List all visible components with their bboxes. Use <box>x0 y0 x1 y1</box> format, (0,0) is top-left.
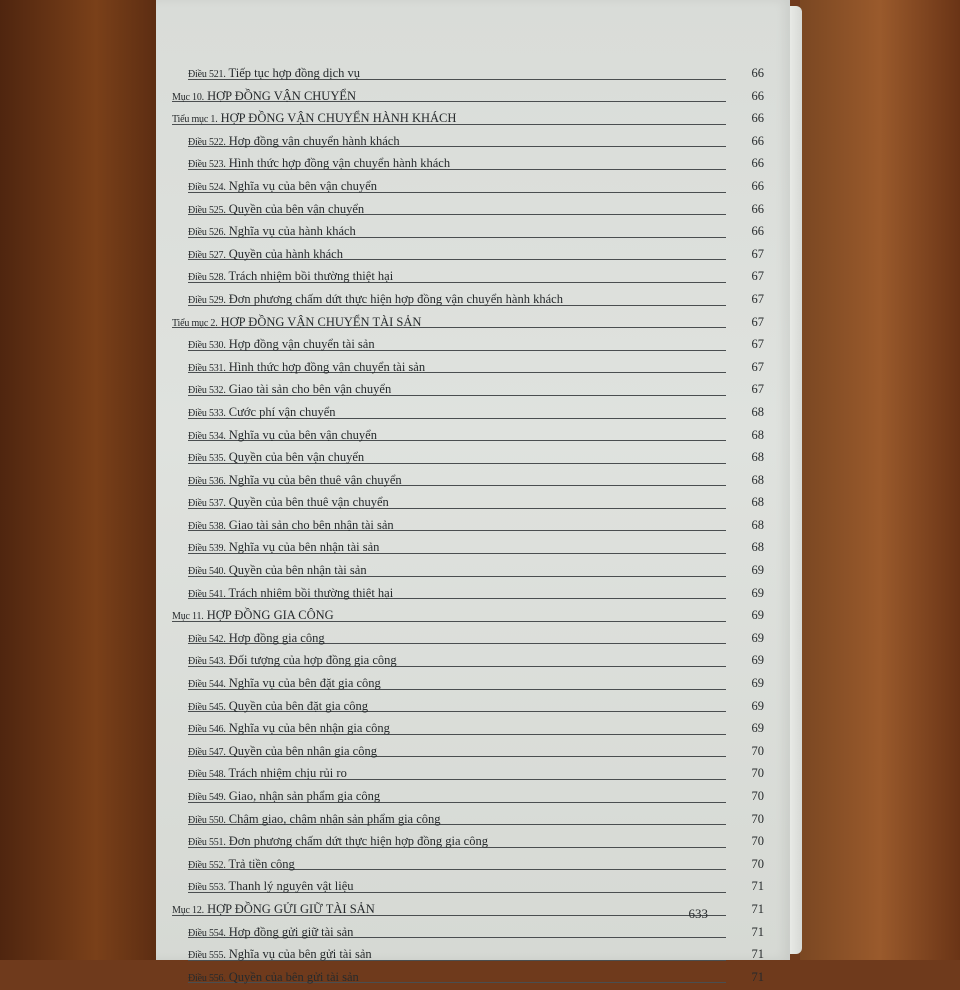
toc-entry-prefix: Điều 527. <box>188 249 226 261</box>
toc-article-row <box>172 243 764 266</box>
toc-entry-text <box>188 265 393 290</box>
toc-entry-prefix: Điều 546. <box>188 724 226 736</box>
toc-entry-title: Trách nhiệm bồi thường thiệt hại <box>228 585 394 600</box>
toc-section-row <box>172 85 764 108</box>
toc-article-row <box>172 62 764 85</box>
toc-section-row <box>172 107 764 130</box>
toc-entry-title: Quyền của hành khách <box>228 246 343 261</box>
toc-article-row <box>172 875 764 898</box>
toc-page-number: 69 <box>751 676 764 691</box>
toc-page-number: 68 <box>751 404 764 419</box>
toc-page-number: 70 <box>751 766 764 781</box>
toc-page-number: 71 <box>751 947 764 962</box>
toc-page-number: 66 <box>751 178 764 193</box>
toc-page-number: 70 <box>751 743 764 758</box>
toc-entry-text <box>188 672 381 697</box>
toc-entry-title: Nghĩa vụ của bên thuê vận chuyển <box>228 472 402 487</box>
toc-entry-title: Thanh lý nguyên vật liệu <box>228 879 354 894</box>
toc-page-number: 69 <box>751 721 764 736</box>
toc-page-number: 68 <box>751 540 764 555</box>
toc-entry-text <box>188 130 400 155</box>
toc-entry-prefix: Điều 552. <box>188 859 226 871</box>
toc-entry-text <box>188 220 356 245</box>
toc-page-number: 69 <box>751 698 764 713</box>
toc-article-row <box>172 220 764 243</box>
toc-article-row <box>172 762 764 785</box>
toc-entry-text <box>188 378 391 403</box>
toc-entry-text <box>188 62 360 87</box>
toc-article-row <box>172 446 764 469</box>
toc-entry-title: Đơn phương chấm dứt thực hiện hợp đồng vận chuyển hành khách <box>228 291 563 306</box>
toc-page-number: 69 <box>751 563 764 578</box>
toc-article-row <box>172 627 764 650</box>
toc-entry-prefix: Điều 551. <box>188 837 226 849</box>
toc-entry-prefix: Mục 12. <box>172 904 204 916</box>
toc-entry-prefix: Điều 548. <box>188 769 226 781</box>
toc-entry-title: Quyền của bên gửi tài sản <box>228 969 359 984</box>
page-number: 633 <box>688 906 708 921</box>
toc-article-row <box>172 853 764 876</box>
toc-page-number: 68 <box>751 427 764 442</box>
book-page <box>156 0 790 984</box>
toc-entry-prefix: Điều 537. <box>188 498 226 510</box>
toc-page-number: 69 <box>751 630 764 645</box>
toc-article-row <box>172 582 764 605</box>
toc-entry-text <box>188 966 359 990</box>
toc-entry-text <box>188 785 380 810</box>
toc-article-row <box>172 785 764 808</box>
toc-entry-text <box>188 740 377 765</box>
toc-entry-text <box>188 333 375 358</box>
toc-entry-title: Trách nhiệm chịu rủi ro <box>228 766 347 781</box>
toc-page-number: 67 <box>751 246 764 261</box>
toc-entry-prefix: Điều 535. <box>188 453 226 465</box>
toc-page-number: 70 <box>751 789 764 803</box>
toc-page-number: 66 <box>751 156 764 171</box>
toc-entry-prefix: Điều 536. <box>188 475 226 487</box>
toc-entry-prefix: Điều 521. <box>188 69 226 80</box>
toc-page-number: 68 <box>751 517 764 532</box>
toc-entry-prefix: Điều 541. <box>188 588 226 600</box>
toc-page-number: 69 <box>751 585 764 600</box>
toc-page-number: 67 <box>751 291 764 306</box>
toc-entry-prefix: Điều 532. <box>188 385 226 397</box>
toc-entry-title: Hợp đồng gia công <box>228 630 325 645</box>
toc-entry-text <box>188 582 393 607</box>
toc-entry-prefix: Điều 542. <box>188 633 226 645</box>
toc-page-number: 67 <box>751 314 764 329</box>
toc-entry-text <box>188 943 372 968</box>
toc-page-number: 68 <box>751 472 764 487</box>
toc-entry-title: Trả tiền công <box>228 856 295 871</box>
toc-entry-title: Nghĩa vụ của bên đặt gia công <box>228 676 381 691</box>
toc-entry-title: Quyền của bên thuê vận chuyển <box>228 495 389 510</box>
toc-entry-prefix: Điều 528. <box>188 272 226 284</box>
toc-article-row <box>172 356 764 379</box>
toc-page-number: 66 <box>751 111 764 126</box>
toc-entry-title: Nghĩa vụ của bên nhận gia công <box>228 721 390 736</box>
toc-article-row <box>172 401 764 424</box>
toc-page-number: 68 <box>751 450 764 465</box>
toc-entry-title: Trách nhiệm bồi thường thiệt hại <box>228 269 394 284</box>
table-of-contents <box>172 62 764 988</box>
toc-article-row <box>172 469 764 492</box>
toc-entry-text <box>188 695 368 720</box>
toc-article-row <box>172 695 764 718</box>
toc-entry-title: Nghĩa vụ của bên vận chuyển <box>228 427 377 442</box>
toc-entry-title: HỢP ĐỒNG VẬN CHUYỂN <box>207 88 357 103</box>
toc-entry-prefix: Điều 556. <box>188 972 226 984</box>
toc-entry-text <box>188 875 354 900</box>
toc-article-row <box>172 378 764 401</box>
toc-entry-title: Hợp đồng gửi giữ tài sản <box>228 924 354 939</box>
toc-page-number: 70 <box>751 856 764 871</box>
toc-article-row <box>172 649 764 672</box>
toc-page-number: 70 <box>751 834 764 849</box>
toc-entry-text <box>172 898 375 923</box>
toc-entry-text <box>188 152 450 177</box>
toc-article-row <box>172 740 764 763</box>
toc-page-number: 67 <box>751 269 764 284</box>
toc-entry-prefix: Điều 525. <box>188 204 226 216</box>
toc-entry-prefix: Điều 523. <box>188 159 226 171</box>
toc-entry-text <box>188 424 377 449</box>
toc-page-number: 70 <box>751 811 764 826</box>
toc-article-row <box>172 130 764 153</box>
toc-entry-title: HỢP ĐỒNG VẬN CHUYỂN TÀI SẢN <box>220 314 422 329</box>
toc-entry-prefix: Tiểu mục 2. <box>172 317 218 329</box>
toc-entry-title: Nghĩa vụ của bên vận chuyển <box>228 178 377 193</box>
toc-entry-title: HỢP ĐỒNG VẬN CHUYỂN HÀNH KHÁCH <box>220 111 457 126</box>
toc-entry-text <box>188 243 343 268</box>
toc-entry-title: Giao, nhận sản phẩm gia công <box>228 789 381 803</box>
toc-entry-prefix: Điều 540. <box>188 566 226 578</box>
toc-article-row <box>172 333 764 356</box>
toc-page-number: 66 <box>751 224 764 239</box>
toc-page-number: 71 <box>751 901 764 916</box>
toc-entry-title: Quyền của bên vận chuyển <box>228 450 365 465</box>
toc-entry-title: HỢP ĐỒNG GIA CÔNG <box>206 608 334 623</box>
toc-entry-prefix: Tiểu mục 1. <box>172 114 218 126</box>
toc-entry-text <box>188 288 563 313</box>
toc-article-row <box>172 830 764 853</box>
toc-entry-text <box>172 604 334 629</box>
toc-entry-title: Hình thức hợp đồng vận chuyển tài sản <box>228 359 426 374</box>
toc-entry-text <box>172 311 421 336</box>
background-right <box>800 0 960 960</box>
toc-article-row <box>172 514 764 537</box>
toc-entry-text <box>188 559 367 584</box>
toc-entry-title: HỢP ĐỒNG GỬI GIỮ TÀI SẢN <box>207 901 375 916</box>
toc-article-row <box>172 808 764 831</box>
toc-entry-text <box>188 536 379 561</box>
toc-section-row <box>172 604 764 627</box>
toc-article-row <box>172 966 764 989</box>
toc-article-row <box>172 943 764 966</box>
toc-entry-text <box>188 830 488 855</box>
toc-article-row <box>172 198 764 221</box>
toc-page-number: 66 <box>751 133 764 148</box>
toc-entry-prefix: Điều 550. <box>188 814 226 826</box>
toc-entry-title: Quyền của bên vận chuyển <box>228 201 365 216</box>
toc-page-number: 69 <box>751 608 764 623</box>
toc-entry-title: Quyền của bên đặt gia công <box>228 698 368 713</box>
toc-entry-text <box>188 198 364 223</box>
toc-page-number: 67 <box>751 337 764 352</box>
toc-entry-title: Nghĩa vụ của bên nhận tài sản <box>228 540 380 555</box>
toc-article-row <box>172 175 764 198</box>
toc-entry-prefix: Điều 554. <box>188 927 226 939</box>
toc-entry-text <box>188 356 425 381</box>
toc-entry-text <box>172 85 356 110</box>
toc-section-row <box>172 311 764 334</box>
toc-entry-prefix: Điều 529. <box>188 294 226 306</box>
toc-entry-prefix: Điều 524. <box>188 181 226 193</box>
toc-entry-prefix: Điều 547. <box>188 746 226 758</box>
toc-entry-text <box>188 808 441 833</box>
toc-entry-text <box>188 491 389 516</box>
toc-entry-text <box>188 762 347 787</box>
toc-entry-title: Nghĩa vụ của bên gửi tài sản <box>228 947 372 962</box>
toc-entry-prefix: Điều 543. <box>188 656 226 668</box>
toc-article-row <box>172 672 764 695</box>
toc-entry-title: Tiếp tục hợp đồng dịch vụ <box>228 66 361 80</box>
toc-entry-text <box>188 469 402 494</box>
toc-entry-text <box>172 107 456 132</box>
toc-entry-prefix: Điều 539. <box>188 543 226 555</box>
toc-entry-text <box>188 514 394 539</box>
toc-entry-prefix: Điều 555. <box>188 950 226 962</box>
toc-page-number: 71 <box>751 879 764 894</box>
toc-article-row <box>172 559 764 582</box>
background-left <box>0 0 160 960</box>
toc-entry-prefix: Điều 553. <box>188 882 226 894</box>
toc-entry-prefix: Điều 534. <box>188 430 226 442</box>
toc-entry-prefix: Điều 538. <box>188 520 226 532</box>
toc-entry-text <box>188 853 295 878</box>
toc-entry-title: Quyền của bên nhận tài sản <box>228 563 367 578</box>
toc-entry-prefix: Điều 522. <box>188 136 226 148</box>
toc-entry-prefix: Điều 549. <box>188 792 226 803</box>
toc-entry-title: Quyền của bên nhận gia công <box>228 743 377 758</box>
toc-entry-prefix: Điều 544. <box>188 679 226 691</box>
toc-entry-prefix: Điều 545. <box>188 701 226 713</box>
toc-page-number: 67 <box>751 359 764 374</box>
toc-page-number: 66 <box>751 88 764 103</box>
toc-article-row <box>172 424 764 447</box>
toc-entry-text <box>188 921 353 946</box>
toc-page-number: 66 <box>751 66 764 80</box>
toc-entry-title: Giao tài sản cho bên vận chuyển <box>228 382 392 397</box>
toc-entry-text <box>188 175 377 200</box>
toc-entry-title: Giao tài sản cho bên nhận tài sản <box>228 517 394 532</box>
toc-page-number: 71 <box>751 924 764 939</box>
toc-entry-prefix: Điều 526. <box>188 227 226 239</box>
toc-entry-title: Hợp đồng vận chuyển tài sản <box>228 337 375 352</box>
toc-page-number: 67 <box>751 382 764 397</box>
toc-entry-prefix: Điều 533. <box>188 407 226 419</box>
toc-entry-prefix: Điều 531. <box>188 362 226 374</box>
toc-entry-title: Hợp đồng vận chuyển hành khách <box>228 133 400 148</box>
toc-entry-title: Nghĩa vụ của hành khách <box>228 224 356 239</box>
toc-article-row <box>172 265 764 288</box>
toc-article-row <box>172 921 764 944</box>
toc-entry-text <box>188 627 325 652</box>
toc-page-number: 68 <box>751 495 764 510</box>
toc-entry-title: Cước phí vận chuyển <box>228 404 336 419</box>
toc-page-number: 71 <box>751 969 764 984</box>
toc-entry-prefix: Điều 530. <box>188 340 226 352</box>
toc-entry-title: Hình thức hợp đồng vận chuyển hành khách <box>228 156 451 171</box>
toc-entry-title: Chậm giao, chậm nhận sản phẩm gia công <box>228 811 441 826</box>
toc-article-row <box>172 152 764 175</box>
toc-entry-text <box>188 446 364 471</box>
toc-entry-text <box>188 401 336 426</box>
toc-entry-text <box>188 649 397 674</box>
toc-entry-title: Đối tượng của hợp đồng gia công <box>228 653 397 668</box>
toc-article-row <box>172 717 764 740</box>
toc-entry-prefix: Mục 11. <box>172 611 204 623</box>
toc-entry-prefix: Mục 10. <box>172 91 204 103</box>
toc-page-number: 69 <box>751 653 764 668</box>
toc-article-row <box>172 491 764 514</box>
toc-article-row <box>172 536 764 559</box>
toc-entry-title: Đơn phương chấm dứt thực hiện hợp đồng gia công <box>228 834 488 849</box>
toc-article-row <box>172 288 764 311</box>
toc-page-number: 66 <box>751 201 764 216</box>
toc-entry-text <box>188 717 390 742</box>
